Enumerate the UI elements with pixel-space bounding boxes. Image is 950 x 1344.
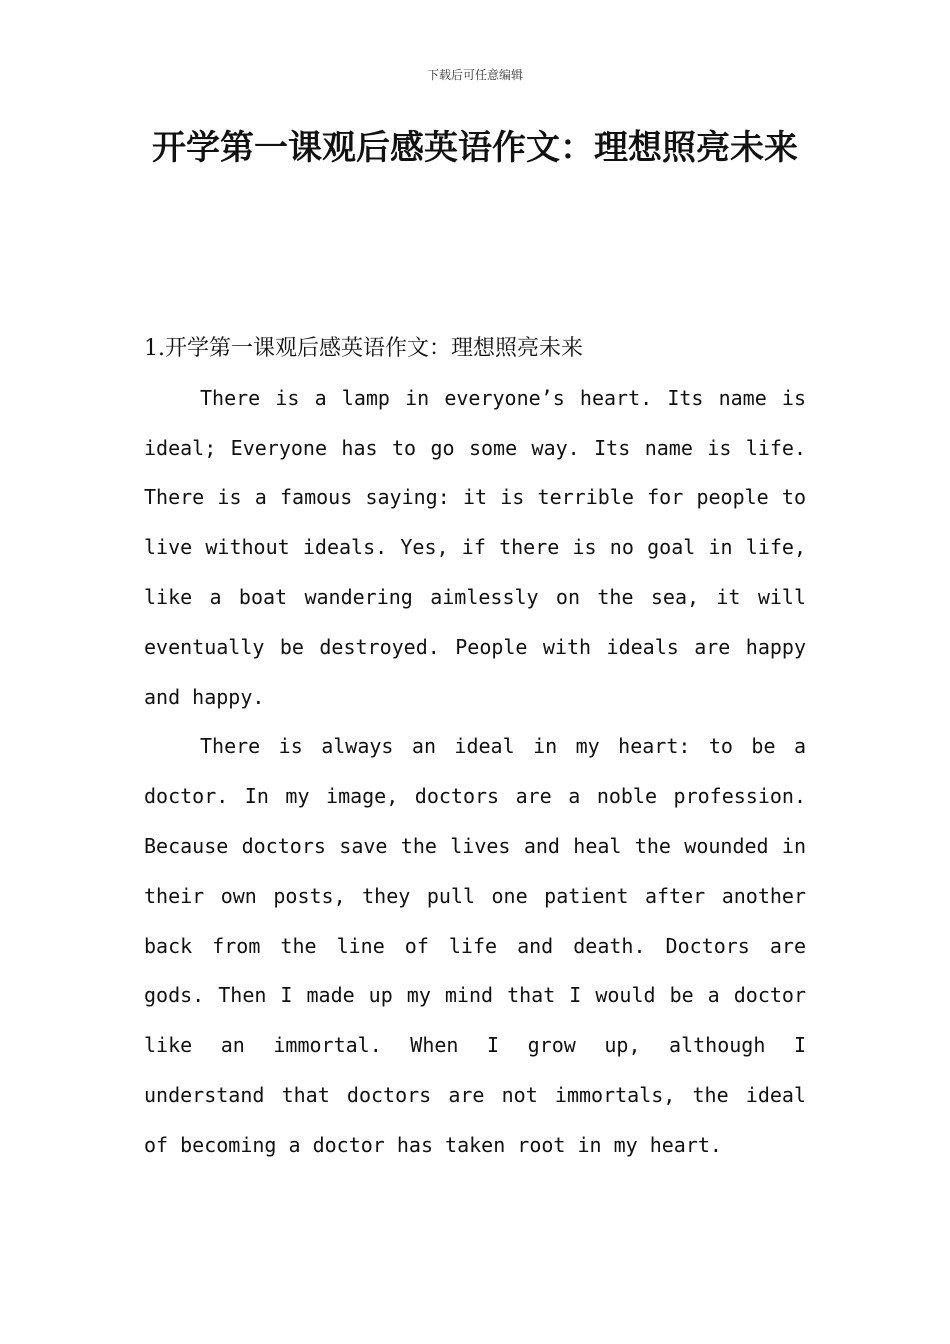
paragraph-2: There is always an ideal in my heart: to be a doctor. In my image, doctors are a noble profession. Because doctors save the lives and heal the wounded in their own posts, they pull one patient after another back from the line of life and death. Doctors are gods. Then I made up my mind that I would be a doctor like an immortal. When I grow up, although I understand that doctors are not immortals, the ideal of becoming a doctor has taken root in my heart. [144, 734, 806, 1157]
document-body [144, 324, 806, 1171]
document-title: 开学第一课观后感英语作文：理想照亮未来 [152, 128, 798, 168]
header-note: 下载后可任意编辑 [426, 68, 523, 82]
paragraph-1: There is a lamp in everyone’s heart. Its name is ideal; Everyone has to go some way. Its name is life. There is a famous saying: it is terrible for people to live without ideals. Yes, if there is no goal in life, like a boat wandering aimlessly on the sea, it will eventually be destroyed. People with ideals are happy and happy. [144, 385, 806, 709]
section-heading: 1.开学第一课观后感英语作文：理想照亮未来 [144, 336, 583, 361]
